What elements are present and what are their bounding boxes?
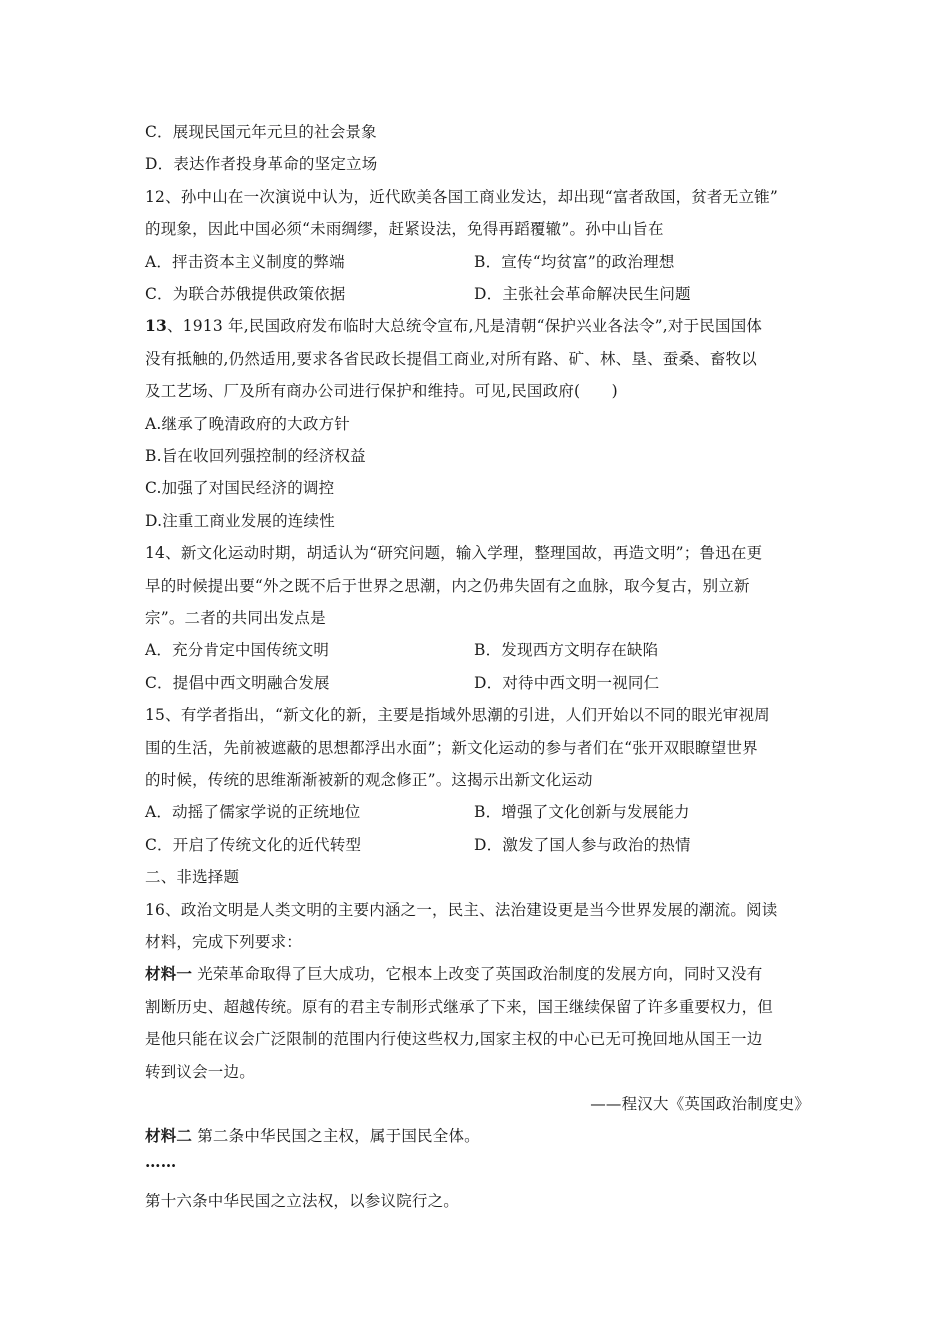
section-heading: 二、非选择题: [145, 868, 240, 886]
q12-option-b: B．宣传“均贫富”的政治理想: [474, 253, 675, 271]
q13-stem-line-1: [145, 316, 762, 336]
q15-stem-line-3: 的时候，传统的思维渐渐被新的观念修正”。这揭示出新文化运动: [145, 771, 593, 789]
q15-stem-line-2: 围的生活，先前被遮蔽的思想都浮出水面”；新文化运动的参与者们在“张开双眼瞭望世界: [145, 739, 758, 757]
q16-stem-line-1: 16、政治文明是人类文明的主要内涵之一，民主、法治建设更是当今世界发展的潮流。阅读: [145, 901, 778, 919]
q12-option-c: C．为联合苏俄提供政策依据: [145, 285, 346, 303]
q13-option-b: B.旨在收回列强控制的经济权益: [145, 447, 366, 465]
material-2-line-1: [145, 1126, 480, 1146]
material-1-label: 材料一: [145, 964, 193, 983]
q14-stem-line-1: 14、新文化运动时期，胡适认为“研究问题，输入学理，整理国故，再造文明”；鲁迅在更: [145, 544, 763, 562]
q16-stem-line-2: 材料，完成下列要求：: [145, 933, 303, 951]
q14-option-c: C．提倡中西文明融合发展: [145, 674, 330, 692]
q12-option-d: D．主张社会革命解决民生问题: [474, 285, 691, 303]
q11-option-c: C．展现民国元年元旦的社会景象: [145, 123, 377, 141]
q13-option-a: A.继承了晚清政府的大政方针: [145, 415, 350, 433]
material-1-line-2: 割断历史、超越传统。原有的君主专制形式继承了下来，国王继续保留了许多重要权力，但: [145, 998, 774, 1016]
material-1-line-4: 转到议会一边。: [145, 1063, 255, 1081]
material-1-text: 光荣革命取得了巨大成功，它根本上改变了英国政治制度的发展方向，同时又没有: [192, 965, 763, 983]
q12-stem-line-2: 的现象，因此中国必须“未雨绸缪，赶紧设法，免得再蹈覆辙”。孙中山旨在: [145, 220, 664, 238]
q14-stem-line-3: 宗”。二者的共同出发点是: [145, 609, 326, 627]
q14-option-a: A．充分肯定中国传统文明: [145, 641, 330, 659]
q14-stem-line-2: 早的时候提出要“外之既不后于世界之思潮，内之仍弗失固有之血脉，取今复古，别立新: [145, 577, 750, 595]
material-2-ellipsis: ……: [145, 1152, 177, 1171]
q15-option-d: D．激发了国人参与政治的热情: [474, 836, 691, 854]
q13-stem-line-2: 没有抵触的,仍然适用,要求各省民政长提倡工商业,对所有路、矿、林、垦、蚕桑、畜牧以: [145, 350, 757, 368]
material-2-label: 材料二: [145, 1126, 193, 1145]
q12-option-a: A．抨击资本主义制度的弊端: [145, 253, 345, 271]
material-2-text: 第二条中华民国之主权，属于国民全体。: [192, 1127, 480, 1145]
q14-option-b: B．发现西方文明存在缺陷: [474, 641, 659, 659]
q13-option-d: D.注重工商业发展的连续性: [145, 512, 335, 530]
material-1-source: ——程汉大《英国政治制度史》: [590, 1095, 810, 1113]
q13-stem-line-3: 及工艺场、厂及所有商办公司进行保护和维持。可见,民国政府( ): [145, 382, 618, 400]
q14-option-d: D．对待中西文明一视同仁: [474, 674, 660, 692]
q15-stem-line-1: 15、有学者指出，“新文化的新，主要是指域外思潮的引进，人们开始以不同的眼光审视周: [145, 706, 770, 724]
q15-option-c: C．开启了传统文化的近代转型: [145, 836, 362, 854]
material-1-line-3: 是他只能在议会广泛限制的范围内行使这些权力,国家主权的中心已无可挽回地从国王一边: [145, 1030, 763, 1048]
material-2-line-2: 第十六条中华民国之立法权，以参议院行之。: [145, 1192, 460, 1210]
material-1-line-1: [145, 964, 762, 984]
q11-option-d: D．表达作者投身革命的坚定立场: [145, 155, 378, 173]
q15-option-a: A．动摇了儒家学说的正统地位: [145, 803, 361, 821]
q15-option-b: B．增强了文化创新与发展能力: [474, 803, 690, 821]
q13-option-c: C.加强了对国民经济的调控: [145, 479, 335, 497]
q12-stem-line-1: 12、孙中山在一次演说中认为，近代欧美各国工商业发达，却出现“富者敌国，贫者无立锥”: [145, 188, 778, 206]
q13-number: 13: [145, 316, 167, 335]
q13-stem-text: 、1913 年,民国政府发布临时大总统令宣布,凡是清朝“保护兴业各法令”,对于民国国体: [166, 317, 763, 335]
